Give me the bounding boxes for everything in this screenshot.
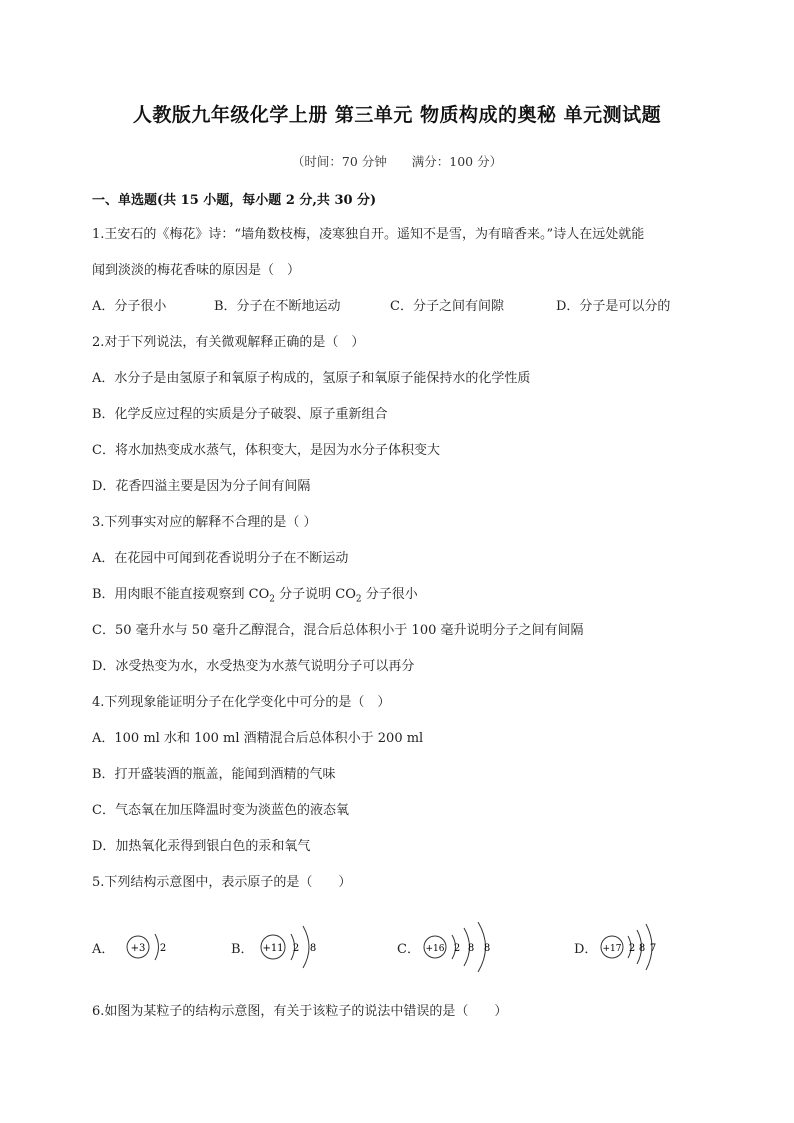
q2-option-a: A．水分子是由氢原子和氧原子构成的，氢原子和氧原子能保持水的化学性质	[92, 371, 531, 386]
q1-option-a: A．分子很小	[92, 299, 167, 314]
shell-electrons: 8	[467, 943, 475, 954]
q1-stem-line2: 闻到淡淡的梅花香味的原因是（ ）	[92, 263, 301, 278]
q1-option-b: B．分子在不断地运动	[214, 299, 341, 314]
subscript: 2	[269, 594, 276, 605]
exam-info: （时间：70 分钟 满分：100 分）	[291, 154, 503, 169]
q3-option-c: C．50 毫升水与 50 毫升乙醇混合，混合后总体积小于 100 毫升说明分子之间有间隔	[92, 623, 584, 638]
q1-option-c: C．分子之间有间隙	[390, 299, 504, 314]
q2-option-d: D．花香四溢主要是因为分子间有间隔	[92, 479, 311, 494]
shell-electrons: 2	[628, 943, 636, 954]
q5-stem: 5.下列结构示意图中，表示原子的是（ ）	[92, 875, 352, 890]
shell-electrons: 2	[159, 943, 167, 954]
atom-structure-diagram-c	[421, 922, 531, 972]
shell-electrons: 8	[309, 943, 317, 954]
q5-diagram-a-label: A．	[92, 942, 115, 957]
atom-structure-diagram-a	[122, 922, 182, 972]
q4-stem: 4.下列现象能证明分子在化学变化中可分的是（ ）	[92, 695, 391, 710]
q3-stem: 3.下列事实对应的解释不合理的是（ ）	[92, 515, 317, 530]
q2-option-c: C．将水加热变成水蒸气，体积变大，是因为水分子体积变大	[92, 443, 440, 458]
subscript: 2	[355, 594, 362, 605]
page-title: 人教版九年级化学上册 第三单元 物质构成的奥秘 单元测试题	[132, 104, 662, 126]
q4-option-b: B．打开盛装酒的瓶盖，能闻到酒精的气味	[92, 767, 336, 782]
nucleus-charge: +3	[130, 943, 146, 954]
q2-stem: 2.对于下列说法，有关微观解释正确的是（ ）	[92, 335, 365, 350]
q4-option-c: C．气态氧在加压降温时变为淡蓝色的液态氧	[92, 803, 349, 818]
q1-option-d: D．分子是可以分的	[556, 299, 671, 314]
shell-electrons: 2	[292, 943, 300, 954]
q3-option-b-text2: 分子说明 CO	[275, 587, 356, 602]
nucleus-charge: +17	[602, 944, 622, 954]
q1-stem-line1: 1.王安石的《梅花》诗：“墙角数枝梅，凌寒独自开。遥知不是雪，为有暗香来。”诗人在远处就能	[92, 227, 645, 242]
q3-option-a: A．在花园中可闻到花香说明分子在不断运动	[92, 551, 349, 566]
shell-electrons: 8	[638, 943, 646, 954]
q6-stem: 6.如图为某粒子的结构示意图，有关于该粒子的说法中错误的是（ ）	[92, 1004, 508, 1019]
q3-option-b-text1: B．用肉眼不能直接观察到 CO	[92, 587, 270, 602]
q4-option-d: D．加热氧化汞得到银白色的汞和氧气	[92, 839, 311, 854]
q3-option-b	[92, 586, 712, 604]
q5-diagram-c-label: C．	[397, 942, 420, 957]
q2-option-b: B．化学反应过程的实质是分子破裂、原子重新组合	[92, 407, 388, 422]
shell-electrons: 7	[649, 943, 657, 954]
q5-diagram-d-label: D．	[574, 942, 598, 957]
q3-option-d: D．冰受热变为水，水受热变为水蒸气说明分子可以再分	[92, 659, 415, 674]
nucleus-charge: +16	[425, 944, 445, 954]
atom-structure-diagram-d	[598, 922, 698, 972]
section-heading: 一、单选题(共 15 小题，每小题 2 分,共 30 分)	[92, 193, 377, 208]
q5-diagram-b-label: B．	[231, 942, 254, 957]
shell-electrons: 2	[453, 943, 461, 954]
nucleus-charge: +11	[262, 943, 284, 954]
q4-option-a: A．100 ml 水和 100 ml 酒精混合后总体积小于 200 ml	[92, 731, 424, 746]
shell-electrons: 8	[483, 943, 491, 954]
atom-structure-diagram-b	[257, 922, 347, 972]
q3-option-b-text3: 分子很小	[361, 587, 418, 602]
